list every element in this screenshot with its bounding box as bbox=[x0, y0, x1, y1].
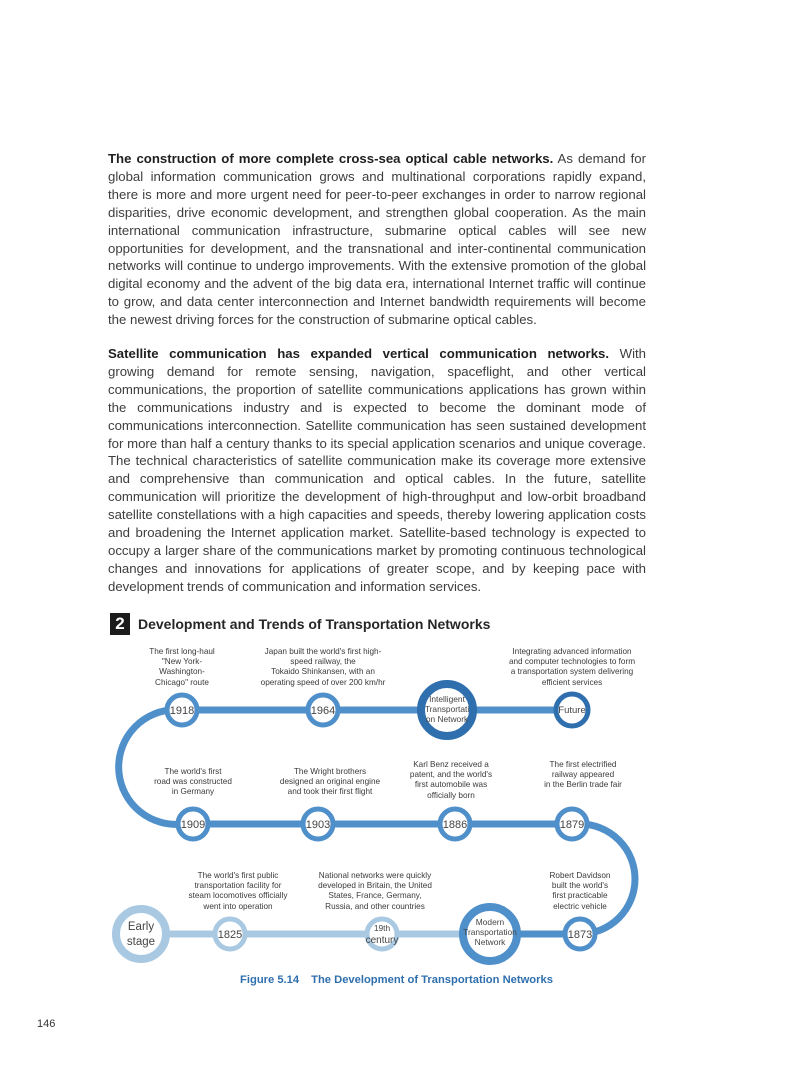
svg-text:efficient services: efficient services bbox=[541, 678, 603, 687]
svg-text:Integrating advanced informati: Integrating advanced information bbox=[512, 647, 632, 656]
timeline-node-1886 bbox=[440, 809, 470, 839]
svg-text:Transportation: Transportation bbox=[463, 927, 517, 937]
svg-text:in the Berlin trade fair: in the Berlin trade fair bbox=[544, 780, 622, 789]
svg-text:The first long-haul: The first long-haul bbox=[149, 647, 215, 656]
svg-text:The world's first: The world's first bbox=[164, 767, 222, 776]
section-title: Development and Trends of Transportation Networks bbox=[138, 616, 491, 632]
svg-text:"New York-: "New York- bbox=[161, 657, 203, 666]
svg-text:1825: 1825 bbox=[217, 929, 243, 941]
svg-text:The world's first public: The world's first public bbox=[197, 871, 279, 880]
svg-text:went into operation: went into operation bbox=[203, 902, 273, 911]
timeline-node-1903 bbox=[303, 809, 333, 839]
paragraph-body: As demand for global information communication grows and multinational corporations rapidly expand, there is more and more urgent need for peer-to-peer exchanges in order to narrow regional disparities, drive economic development, and strengthen global cooperation. As the main international communication infrastructure, submarine optical cables will see new opportunities for development, and the transnational and inter-continental communication networks will continue to undergo improvements. With the extensive promotion of the global digital economy and the advent of the big data era, international Internet traffic will continue to grow, and data center interconnection and Internet bandwidth requirements will become the newest driving forces for the construction of submarine optical cables. bbox=[108, 151, 646, 328]
timeline-node-1873 bbox=[565, 919, 595, 949]
svg-text:Modern: Modern bbox=[475, 917, 505, 927]
timeline-label-1909 bbox=[154, 767, 232, 796]
svg-text:officially born: officially born bbox=[427, 791, 475, 800]
svg-text:1873: 1873 bbox=[567, 929, 593, 941]
timeline-label-1903 bbox=[280, 767, 381, 796]
svg-text:Russia, and other countries: Russia, and other countries bbox=[325, 902, 425, 911]
svg-text:steam locomotives officially: steam locomotives officially bbox=[188, 891, 288, 900]
svg-text:1909: 1909 bbox=[180, 819, 206, 831]
page-number: 146 bbox=[37, 1018, 56, 1030]
svg-text:Robert Davidson: Robert Davidson bbox=[549, 871, 611, 880]
svg-text:The first electrified: The first electrified bbox=[549, 760, 617, 769]
svg-text:1886: 1886 bbox=[442, 819, 468, 831]
timeline-node-19th-century bbox=[366, 919, 399, 949]
svg-text:Network: Network bbox=[474, 937, 506, 947]
svg-text:Tokaido Shinkansen, with an: Tokaido Shinkansen, with an bbox=[271, 667, 375, 676]
svg-text:1918: 1918 bbox=[169, 705, 195, 717]
paragraph-body: With growing demand for remote sensing, navigation, spaceflight, and other vertical communications, the proportion of satellite communications applications has grown within the communications industry and is expected to become the dominant mode of communications interconnection. Satellite communication has seen sustained development for more than half a century thanks to its special application scenarios and unique coverage. The technical characteristics of satellite communication make its coverage more extensive and comprehensive than communication and optical cables. In the future, satellite communication will prioritize the development of high-throughput and low-orbit broadband satellite constellations with a high capacities and speeds, thereby lowering application costs and broadening the Internet application market. Satellite-based technology is expected to occupy a larger share of the communications market by promoting continuous technological changes and innovations for applications of greater scope, and by keeping pace with development trends of communication and information services. bbox=[108, 346, 646, 594]
svg-text:first automobile was: first automobile was bbox=[414, 780, 488, 789]
svg-text:transportation facility for: transportation facility for bbox=[194, 881, 282, 890]
timeline-node-intelligent-network bbox=[421, 684, 473, 736]
svg-text:developed in Britain, the Unit: developed in Britain, the United bbox=[318, 881, 432, 890]
timeline-label-1825 bbox=[188, 871, 288, 911]
timeline-node-modern-network bbox=[463, 907, 517, 961]
svg-text:and computer technologies to f: and computer technologies to form bbox=[508, 657, 636, 666]
svg-text:Early: Early bbox=[127, 921, 155, 933]
timeline-node-future bbox=[556, 694, 588, 726]
svg-text:stage: stage bbox=[126, 936, 156, 948]
timeline-label-19th-century bbox=[318, 871, 432, 911]
svg-text:designed an original engine: designed an original engine bbox=[279, 777, 381, 786]
timeline-node-1964 bbox=[308, 695, 338, 725]
svg-text:in Germany: in Germany bbox=[171, 787, 215, 796]
svg-text:Japan built the world's first: Japan built the world's first high- bbox=[264, 647, 382, 656]
svg-text:built the world's: built the world's bbox=[551, 881, 609, 890]
timeline-node-1879 bbox=[557, 809, 587, 839]
svg-text:1964: 1964 bbox=[310, 705, 336, 717]
svg-text:Intelligent: Intelligent bbox=[429, 694, 465, 704]
svg-text:1903: 1903 bbox=[305, 819, 331, 831]
section-number: 2 bbox=[110, 613, 130, 635]
svg-text:railway appeared: railway appeared bbox=[551, 770, 615, 779]
svg-text:operating speed of over 200 km: operating speed of over 200 km/hr bbox=[260, 678, 386, 687]
timeline-node-1909 bbox=[178, 809, 208, 839]
svg-text:National networks were quickly: National networks were quickly bbox=[318, 871, 432, 880]
paragraph-lead: The construction of more complete cross-sea optical cable networks. bbox=[108, 151, 554, 166]
timeline-node-1825 bbox=[215, 919, 245, 949]
figure-label: Figure 5.14 bbox=[240, 974, 300, 986]
paragraph-optical-cables bbox=[108, 150, 646, 329]
svg-text:Karl Benz received a: Karl Benz received a bbox=[413, 760, 489, 769]
svg-text:speed railway, the: speed railway, the bbox=[290, 657, 356, 666]
timeline-label-1886 bbox=[410, 760, 492, 800]
svg-text:on Network: on Network bbox=[425, 714, 469, 724]
svg-text:Transportati: Transportati bbox=[424, 704, 470, 714]
svg-text:States, France, Germany,: States, France, Germany, bbox=[328, 891, 422, 900]
svg-text:1879: 1879 bbox=[559, 819, 585, 831]
paragraph-satellite bbox=[108, 345, 646, 596]
svg-text:electric vehicle: electric vehicle bbox=[553, 902, 607, 911]
timeline-node-early-stage bbox=[116, 909, 166, 959]
timeline-label-1918 bbox=[149, 647, 215, 687]
svg-text:Chicago" route: Chicago" route bbox=[155, 678, 209, 687]
timeline-label-future bbox=[509, 647, 635, 687]
paragraph-lead: Satellite communication has expanded vertical communication networks. bbox=[108, 346, 610, 361]
timeline-node-1918 bbox=[167, 695, 197, 725]
svg-text:first practicable: first practicable bbox=[552, 891, 608, 900]
timeline-label-1964 bbox=[261, 647, 386, 687]
svg-text:Future: Future bbox=[558, 705, 586, 716]
svg-text:19th: 19th bbox=[373, 923, 391, 933]
svg-text:a transportation system delive: a transportation system delivering bbox=[510, 667, 634, 676]
svg-text:patent, and the world's: patent, and the world's bbox=[409, 770, 493, 779]
svg-text:road was constructed: road was constructed bbox=[154, 777, 232, 786]
timeline-label-1879 bbox=[544, 760, 622, 789]
svg-text:and took their first flight: and took their first flight bbox=[287, 787, 373, 796]
svg-text:Washington-: Washington- bbox=[159, 667, 205, 676]
timeline-label-1873 bbox=[550, 871, 611, 911]
svg-text:century: century bbox=[365, 935, 399, 946]
svg-text:The Wright brothers: The Wright brothers bbox=[293, 767, 367, 776]
transportation-timeline-diagram bbox=[0, 640, 793, 975]
figure-title: The Development of Transportation Networks bbox=[311, 974, 553, 986]
section-heading bbox=[110, 613, 490, 635]
figure-caption bbox=[0, 974, 793, 986]
